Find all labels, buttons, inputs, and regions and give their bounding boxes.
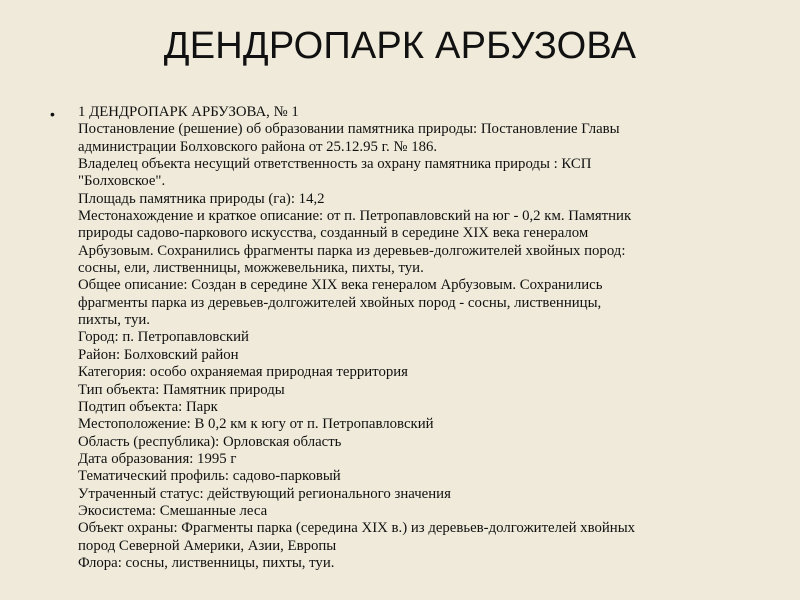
text-line: Общее описание: Создан в середине XIX века генералом Арбузовым. Сохранились <box>78 277 603 294</box>
text-line: Флора: сосны, лиственницы, пихты, туи. <box>78 554 335 571</box>
text-line: природы садово-паркового искусства, созданный в середине XIX века генералом <box>78 225 589 242</box>
text-line: пород Северной Америки, Азии, Европы <box>78 537 337 554</box>
page-title: ДЕНДРОПАРК АРБУЗОВА <box>163 25 637 67</box>
text-line: Местонахождение и краткое описание: от п. Петропавловский на юг - 0,2 км. Памятник <box>78 208 632 225</box>
text-line: "Болховское". <box>78 173 166 190</box>
text-line: Тематический профиль: садово-парковый <box>78 468 341 485</box>
text-line: Область (республика): Орловская область <box>78 433 342 450</box>
description-text <box>78 104 745 572</box>
text-line: Подтип объекта: Парк <box>78 398 218 415</box>
text-line: Владелец объекта несущий ответственность за охрану памятника природы : КСП <box>78 156 592 173</box>
text-line: Арбузовым. Сохранились фрагменты парка из деревьев-долгожителей хвойных пород: <box>78 242 626 259</box>
bullet-icon: • <box>50 106 55 122</box>
text-line: Площадь памятника природы (га): 14,2 <box>78 190 325 207</box>
text-line: Дата образования: 1995 г <box>78 450 237 467</box>
text-line: Город: п. Петропавловский <box>78 329 249 346</box>
text-line: сосны, ели, лиственницы, можжевельника, пихты, туи. <box>78 260 424 277</box>
text-line: 1 ДЕНДРОПАРК АРБУЗОВА, № 1 <box>78 104 299 120</box>
text-line: Постановление (решение) об образовании памятника природы: Постановление Главы <box>78 121 620 138</box>
text-line: администрации Болховского района от 25.12.95 г. № 186. <box>78 138 438 155</box>
text-line: Экосистема: Смешанные леса <box>78 502 268 519</box>
text-line: Местоположение: В 0,2 км к югу от п. Петропавловский <box>78 416 434 433</box>
text-line: Район: Болховский район <box>78 346 239 363</box>
bullet-item <box>50 104 745 572</box>
text-line: Категория: особо охраняемая природная территория <box>78 364 408 381</box>
content-area <box>50 104 745 572</box>
text-line: Утраченный статус: действующий регионального значения <box>78 485 451 502</box>
text-line: пихты, туи. <box>78 312 150 329</box>
text-line: фрагменты парка из деревьев-долгожителей хвойных пород - сосны, лиственницы, <box>78 294 602 311</box>
text-line: Объект охраны: Фрагменты парка (середина XIX в.) из деревьев-долгожителей хвойных <box>78 520 636 537</box>
text-line: Тип объекта: Памятник природы <box>78 381 285 398</box>
